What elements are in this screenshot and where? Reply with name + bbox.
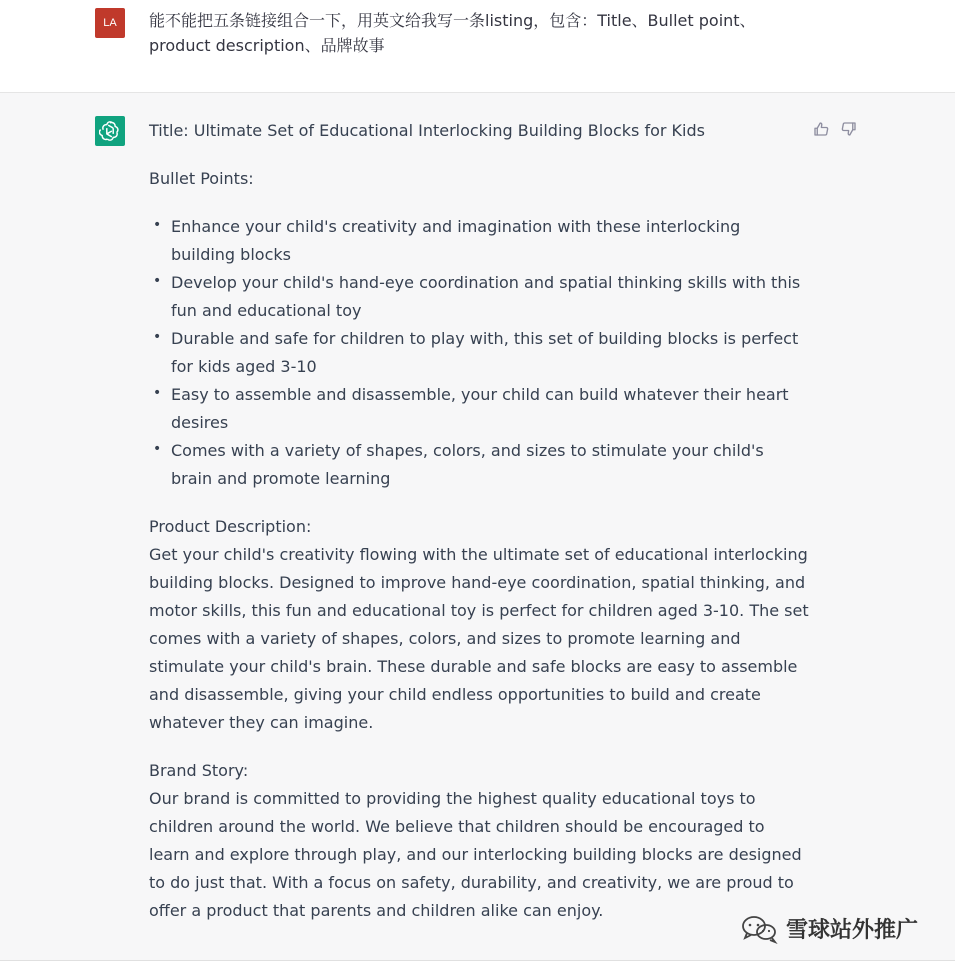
user-avatar: LA [95,8,125,38]
wechat-icon [740,914,780,944]
assistant-message-row [0,93,955,961]
list-item: • Easy to assemble and disassemble, your child can build whatever their heart desires [149,381,809,437]
assistant-avatar [95,116,125,146]
thumbs-down-icon[interactable] [840,120,858,138]
description-text: Get your child's creativity flowing with the ultimate set of educational interlocking building blocks. Designed to improve hand-eye coordination, spatial thinking, and motor skills, this fun and educational toy is perfect for children aged 3-10. The set comes with a variety of shapes, colors, and sizes to promote learning and stimulate your child's brain. These durable and safe blocks are easy to assemble and disassemble, giving your child endless opportunities to build and create whatever they can imagine. [149,545,809,732]
description-heading: Product Description: [149,517,312,536]
user-message-text: 能不能把五条链接组合一下，用英文给我写一条listing，包含：Title、Bullet point、product description、品牌故事 [149,11,756,55]
list-item: • Develop your child's hand-eye coordination and spatial thinking skills with this fun and educational toy [149,269,809,325]
list-item: • Durable and safe for children to play with, this set of building blocks is perfect for kids aged 3-10 [149,325,809,381]
brand-heading: Brand Story: [149,761,249,780]
watermark-text: 雪球站外推广 [786,918,919,943]
bullet-list [149,213,809,493]
assistant-message-body [149,117,809,925]
listing-title: Title: Ultimate Set of Educational Interlocking Building Blocks for Kids [149,121,705,140]
brand-story-text: Our brand is committed to providing the highest quality educational toys to children around the world. We believe that children should be encouraged to learn and explore through play, and our interlocking building blocks are designed to do just that. With a focus on safety, durability, and creativity, we are proud to offer a product that parents and children alike can enjoy. [149,789,802,920]
openai-logo-icon [99,120,121,142]
list-item: • Comes with a variety of shapes, colors, and sizes to stimulate your child's brain and promote learning [149,437,809,493]
list-item: • Enhance your child's creativity and imagination with these interlocking building blocks [149,213,809,269]
thumbs-up-icon[interactable] [812,120,830,138]
watermark [740,913,918,944]
bullets-heading: Bullet Points: [149,169,254,188]
user-message-row [0,0,955,93]
feedback-controls [812,120,858,138]
